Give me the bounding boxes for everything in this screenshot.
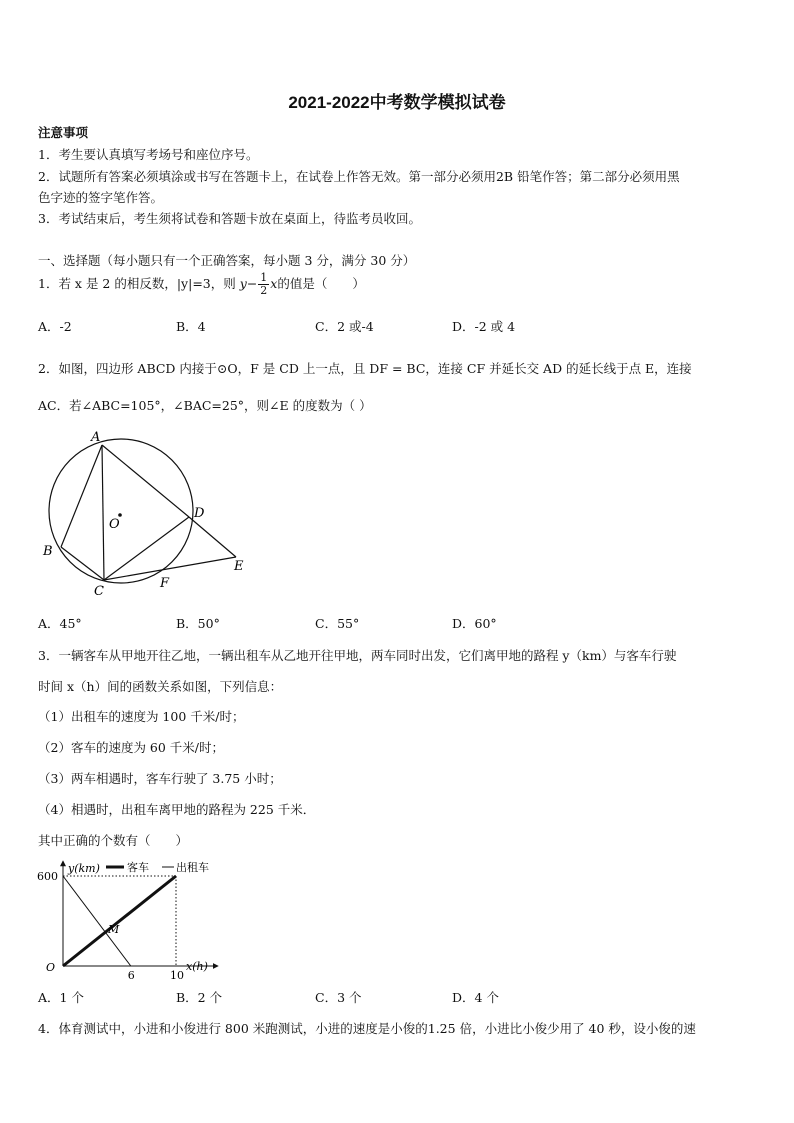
- y-axis-label: y(km): [68, 862, 100, 875]
- x-tick-label: 10: [170, 969, 184, 981]
- circle-figure: [38, 425, 258, 595]
- q1-option-a: A．-2: [38, 319, 72, 334]
- q3-option-c: C．3 个: [315, 990, 362, 1005]
- note-item: 3．考试结束后，考生须将试卷和答题卡放在桌面上，待监考员收回。: [38, 211, 421, 226]
- note-item: 1．考生要认真填写考场号和座位序号。: [38, 147, 259, 162]
- label-b: B: [43, 544, 53, 559]
- label-f: F: [160, 576, 170, 591]
- q3-option-d: D．4 个: [452, 990, 499, 1005]
- x-tick-label: 6: [127, 969, 135, 981]
- label-c: C: [94, 584, 104, 595]
- note-item: 色字迹的签字笔作答。: [38, 190, 164, 205]
- label-e: E: [234, 559, 244, 574]
- legend-taxi: 出租车: [176, 861, 209, 874]
- q3-option-b: B．2 个: [176, 990, 223, 1005]
- notes-heading: 注意事项: [38, 125, 89, 140]
- origin-label: O: [46, 961, 56, 974]
- question-3-line1: 3．一辆客车从甲地开往乙地，一辆出租车从乙地开往甲地，两车同时出发，它们离甲地的路程 y（km）与客车行驶: [38, 648, 677, 663]
- series-line-bus: [63, 876, 176, 966]
- note-item: 2．试题所有答案必须填涂或书写在答题卡上，在试卷上作答无效。第一部分必须用2B 铅笔作答；第二部分必须用黑: [38, 169, 680, 184]
- q3-statement: （4）相遇时，出租车离甲地的路程为 225 千米．: [38, 802, 316, 817]
- q1-option-c: C．2 或-4: [315, 319, 374, 334]
- question-2-line2: AC．若∠ABC=105°，∠BAC=25°，则∠E 的度数为（ ）: [38, 398, 372, 413]
- label-d: D: [194, 506, 205, 521]
- legend-bus: 客车: [127, 861, 149, 874]
- q2-option-d: D．60°: [452, 616, 497, 631]
- question-1-stem: 1．若 x 是 2 的相反数，|y|=3，则 y− $\frac{1}{2}$ x的值是（ ）: [38, 271, 365, 297]
- question-3-line2: 时间 x（h）间的函数关系如图，下列信息：: [38, 679, 283, 694]
- section-heading: 一、选择题（每小题只有一个正确答案，每小题 3 分，满分 30 分）: [38, 253, 416, 268]
- q1-option-d: D．-2 或 4: [452, 319, 516, 334]
- q3-question: 其中正确的个数有（ ）: [38, 833, 189, 848]
- distance-time-chart: [36, 855, 228, 981]
- fraction: $\frac{1}{2}$: [260, 271, 268, 297]
- label-a: A: [91, 430, 101, 445]
- q3-statement: （3）两车相遇时，客车行驶了 3.75 小时；: [38, 771, 282, 786]
- q2-option-a: A．45°: [38, 616, 82, 631]
- q3-statement: （2）客车的速度为 60 千米/时；: [38, 740, 225, 755]
- q2-option-b: B．50°: [176, 616, 220, 631]
- page-title: 2021-2022中考数学模拟试卷: [288, 93, 506, 112]
- x-axis-label: x(h): [186, 960, 208, 973]
- q1-option-b: B．4: [176, 319, 206, 334]
- q3-statement: （1）出租车的速度为 100 千米/时；: [38, 709, 245, 724]
- q3-option-a: A．1 个: [38, 990, 84, 1005]
- label-o: O: [109, 517, 120, 532]
- q2-option-c: C．55°: [315, 616, 360, 631]
- point-m-label: M: [108, 923, 120, 936]
- question-4-line1: 4．体育测试中，小进和小俊进行 800 米跑测试，小进的速度是小俊的1.25 倍，小进比小俊少用了 40 秒，设小俊的速: [38, 1021, 696, 1036]
- y-tick-label: 600: [37, 870, 58, 883]
- question-2-line1: 2．如图，四边形 ABCD 内接于⊙O，F 是 CD 上一点，且 DF = BC，连接 CF 并延长交 AD 的延长线于点 E，连接: [38, 361, 692, 376]
